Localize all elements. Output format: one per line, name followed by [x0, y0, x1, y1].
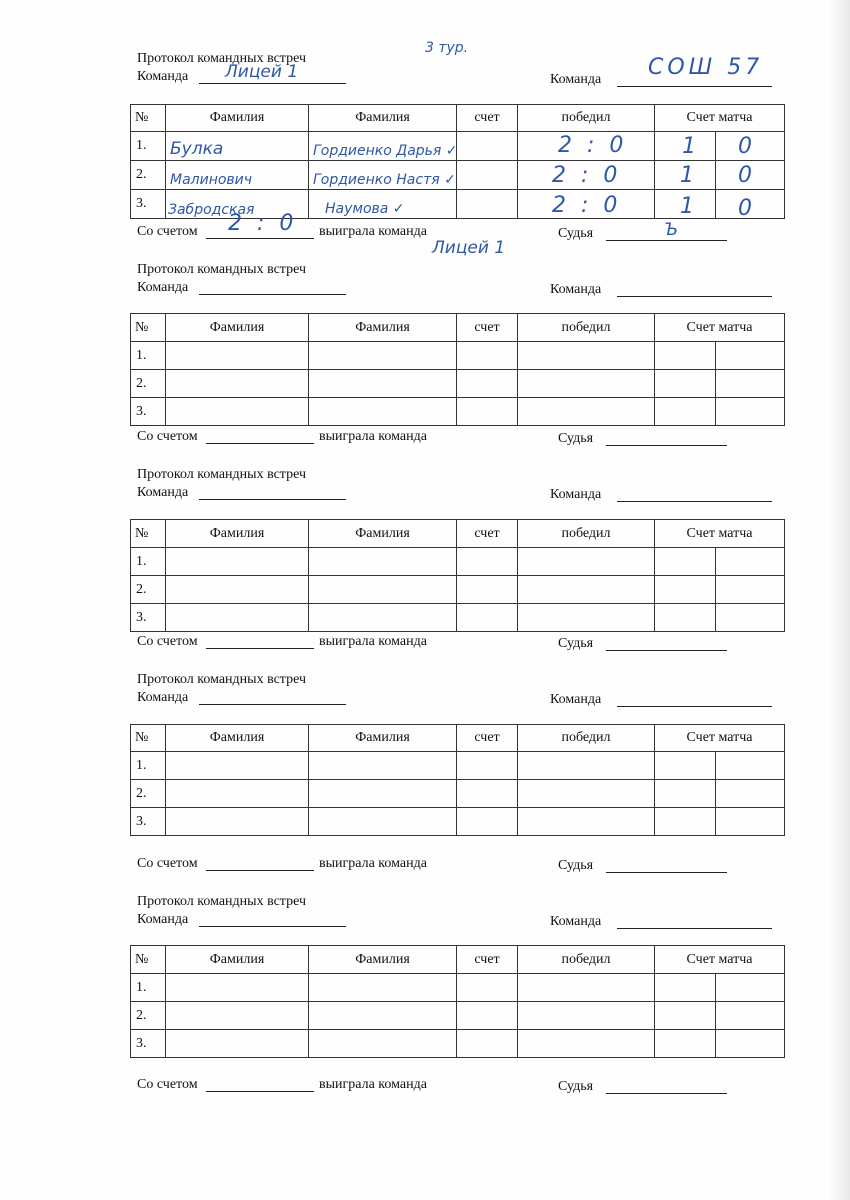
team-left-label: Команда [137, 912, 189, 927]
col-header-match-score: Счет матча [655, 520, 785, 548]
cell-winner [518, 398, 655, 426]
cell-surname-b [309, 548, 457, 576]
col-header-score: счет [457, 520, 518, 548]
row-number: 1. [131, 342, 166, 370]
cell-surname-b [309, 370, 457, 398]
col-header-match-score: Счет матча [655, 946, 785, 974]
with-score-label: Со счетом [137, 856, 198, 871]
cell-score [457, 161, 518, 190]
with-score-line [206, 1091, 314, 1092]
cell-match-b [716, 370, 785, 398]
handwritten-row3-player-b: Наумова ✓ [325, 201, 405, 217]
col-header-winner: победил [518, 946, 655, 974]
handwritten-row2-match-a: 1 [680, 163, 698, 188]
cell-winner [518, 1030, 655, 1058]
match-table [130, 945, 785, 1058]
referee-label: Судья [558, 858, 594, 873]
referee-line [606, 240, 727, 241]
cell-score [457, 808, 518, 836]
team-won-label: выиграла команда [319, 1077, 427, 1092]
handwritten-row3-match-b: 0 [738, 196, 756, 221]
cell-surname-b [309, 780, 457, 808]
cell-score [457, 576, 518, 604]
team-left-label: Команда [137, 690, 189, 705]
cell-surname-b [309, 342, 457, 370]
protocol-title: Протокол командных встреч [137, 672, 307, 687]
cell-score [457, 604, 518, 632]
cell-surname-a [166, 398, 309, 426]
handwritten-round-note: 3 тур. [425, 40, 469, 56]
table-row [131, 370, 785, 398]
handwritten-row1-score: 2 : 0 [558, 133, 628, 158]
team-right-label: Команда [550, 72, 602, 87]
row-number: 1. [131, 132, 166, 161]
referee-line [606, 650, 727, 651]
team-left-line [199, 704, 346, 705]
with-score-line [206, 443, 314, 444]
cell-surname-b [309, 1002, 457, 1030]
handwritten-row2-player-b: Гордиенко Настя ✓ [313, 172, 456, 188]
team-right-label: Команда [550, 692, 602, 707]
col-header-match-score: Счет матча [655, 725, 785, 752]
cell-score [457, 1030, 518, 1058]
cell-surname-a [166, 1030, 309, 1058]
table-row [131, 1002, 785, 1030]
cell-surname-b [309, 576, 457, 604]
handwritten-row1-match-a: 1 [682, 134, 700, 159]
referee-label: Судья [558, 636, 594, 651]
cell-score [457, 132, 518, 161]
cell-match-b [716, 604, 785, 632]
handwritten-team-right: СОШ 57 [648, 55, 764, 80]
cell-score [457, 1002, 518, 1030]
table-row [131, 1030, 785, 1058]
col-header-surname-a: Фамилия [166, 105, 309, 132]
handwritten-referee-signature: Ъ [664, 220, 679, 240]
cell-match-a [655, 342, 716, 370]
with-score-label: Со счетом [137, 1077, 198, 1092]
cell-match-b [716, 752, 785, 780]
referee-label: Судья [558, 431, 594, 446]
table-row [131, 974, 785, 1002]
handwritten-row1-player-b: Гордиенко Дарья ✓ [313, 143, 458, 159]
cell-surname-a [166, 576, 309, 604]
cell-surname-a [166, 548, 309, 576]
team-right-line [617, 296, 772, 297]
cell-match-b [716, 548, 785, 576]
cell-match-b [716, 974, 785, 1002]
with-score-label: Со счетом [137, 634, 198, 649]
handwritten-team-left: Лицей 1 [225, 62, 299, 82]
cell-match-a [655, 398, 716, 426]
team-won-label: выиграла команда [319, 224, 427, 239]
table-row [131, 780, 785, 808]
col-header-score: счет [457, 105, 518, 132]
cell-match-b [716, 780, 785, 808]
cell-winner [518, 342, 655, 370]
team-left-label: Команда [137, 485, 189, 500]
row-number: 3. [131, 604, 166, 632]
cell-match-a [655, 974, 716, 1002]
col-header-winner: победил [518, 520, 655, 548]
col-header-surname-b: Фамилия [309, 105, 457, 132]
cell-winner [518, 576, 655, 604]
team-won-label: выиграла команда [319, 634, 427, 649]
cell-match-a [655, 1030, 716, 1058]
cell-score [457, 398, 518, 426]
table-row [131, 398, 785, 426]
col-header-score: счет [457, 314, 518, 342]
handwritten-row1-player-a: Булка [170, 139, 224, 159]
referee-label: Судья [558, 226, 594, 241]
cell-surname-b [309, 604, 457, 632]
team-right-label: Команда [550, 914, 602, 929]
team-left-line [199, 926, 346, 927]
team-left-line [199, 294, 346, 295]
col-header-surname-b: Фамилия [309, 725, 457, 752]
cell-match-a [655, 808, 716, 836]
protocol-title: Протокол командных встреч [137, 262, 307, 277]
row-number: 3. [131, 808, 166, 836]
row-number: 1. [131, 548, 166, 576]
col-header-surname-b: Фамилия [309, 520, 457, 548]
row-number: 2. [131, 370, 166, 398]
cell-surname-b [309, 1030, 457, 1058]
team-right-line [617, 86, 772, 87]
cell-winner [518, 780, 655, 808]
handwritten-row2-match-b: 0 [738, 163, 756, 188]
col-header-score: счет [457, 725, 518, 752]
cell-match-a [655, 370, 716, 398]
team-right-line [617, 501, 772, 502]
cell-match-a [655, 1002, 716, 1030]
handwritten-row2-player-a: Малинович [170, 172, 253, 188]
handwritten-final-score: 2 : 0 [228, 211, 298, 236]
col-header-winner: победил [518, 314, 655, 342]
with-score-line [206, 648, 314, 649]
cell-winner [518, 974, 655, 1002]
team-right-line [617, 928, 772, 929]
col-header-number: № [131, 314, 166, 342]
handwritten-row3-player-a: Забродская [168, 202, 255, 218]
row-number: 3. [131, 1030, 166, 1058]
col-header-number: № [131, 946, 166, 974]
row-number: 2. [131, 161, 166, 190]
protocol-title: Протокол командных встреч [137, 894, 307, 909]
team-right-line [617, 706, 772, 707]
table-row [131, 576, 785, 604]
match-table [130, 313, 785, 426]
table-row [131, 342, 785, 370]
cell-score [457, 342, 518, 370]
team-left-line [199, 499, 346, 500]
team-right-label: Команда [550, 487, 602, 502]
handwritten-row3-score: 2 : 0 [552, 193, 622, 218]
cell-surname-a [166, 808, 309, 836]
with-score-label: Со счетом [137, 224, 198, 239]
handwritten-row1-match-b: 0 [738, 134, 756, 159]
col-header-surname-a: Фамилия [166, 725, 309, 752]
referee-line [606, 445, 727, 446]
team-left-label: Команда [137, 280, 189, 295]
cell-score [457, 752, 518, 780]
cell-match-b [716, 342, 785, 370]
cell-winner [518, 548, 655, 576]
cell-surname-b [309, 398, 457, 426]
handwritten-winner: Лицей 1 [432, 238, 506, 258]
cell-score [457, 974, 518, 1002]
row-number: 1. [131, 752, 166, 780]
col-header-winner: победил [518, 105, 655, 132]
protocol-title: Протокол командных встреч [137, 467, 307, 482]
col-header-surname-b: Фамилия [309, 946, 457, 974]
col-header-surname-b: Фамилия [309, 314, 457, 342]
col-header-match-score: Счет матча [655, 314, 785, 342]
cell-winner [518, 752, 655, 780]
cell-match-a [655, 548, 716, 576]
col-header-number: № [131, 520, 166, 548]
table-row [131, 752, 785, 780]
row-number: 3. [131, 398, 166, 426]
cell-match-a [655, 780, 716, 808]
cell-surname-b [309, 808, 457, 836]
row-number: 2. [131, 1002, 166, 1030]
referee-line [606, 1093, 727, 1094]
table-row [131, 808, 785, 836]
cell-winner [518, 604, 655, 632]
row-number: 2. [131, 780, 166, 808]
cell-match-b [716, 398, 785, 426]
cell-match-b [716, 1002, 785, 1030]
cell-match-a [655, 576, 716, 604]
cell-match-b [716, 808, 785, 836]
cell-surname-a [166, 604, 309, 632]
col-header-surname-a: Фамилия [166, 946, 309, 974]
table-row [131, 548, 785, 576]
row-number: 1. [131, 974, 166, 1002]
row-number: 2. [131, 576, 166, 604]
col-header-score: счет [457, 946, 518, 974]
col-header-surname-a: Фамилия [166, 520, 309, 548]
match-table [130, 724, 785, 836]
referee-line [606, 872, 727, 873]
cell-surname-a [166, 342, 309, 370]
team-left-line [199, 83, 346, 84]
cell-match-a [655, 752, 716, 780]
cell-match-b [716, 576, 785, 604]
team-right-label: Команда [550, 282, 602, 297]
with-score-line [206, 870, 314, 871]
cell-surname-a [166, 780, 309, 808]
cell-surname-a [166, 370, 309, 398]
cell-match-a [655, 604, 716, 632]
cell-winner [518, 808, 655, 836]
col-header-number: № [131, 725, 166, 752]
cell-score [457, 190, 518, 219]
with-score-line [206, 238, 314, 239]
cell-score [457, 548, 518, 576]
cell-score [457, 370, 518, 398]
referee-label: Судья [558, 1079, 594, 1094]
row-number: 3. [131, 190, 166, 219]
cell-surname-a [166, 1002, 309, 1030]
handwritten-row2-score: 2 : 0 [552, 163, 622, 188]
col-header-surname-a: Фамилия [166, 314, 309, 342]
protocol-title: Протокол командных встреч [137, 51, 307, 66]
col-header-match-score: Счет матча [655, 105, 785, 132]
table-row [131, 604, 785, 632]
cell-surname-b [309, 974, 457, 1002]
cell-winner [518, 370, 655, 398]
cell-surname-a [166, 974, 309, 1002]
handwritten-row3-match-a: 1 [680, 194, 698, 219]
cell-winner [518, 1002, 655, 1030]
team-won-label: выиграла команда [319, 429, 427, 444]
cell-match-b [716, 1030, 785, 1058]
scan-edge-shadow [828, 0, 850, 1200]
cell-surname-a [166, 752, 309, 780]
team-won-label: выиграла команда [319, 856, 427, 871]
with-score-label: Со счетом [137, 429, 198, 444]
col-header-number: № [131, 105, 166, 132]
match-table [130, 519, 785, 632]
col-header-winner: победил [518, 725, 655, 752]
cell-score [457, 780, 518, 808]
cell-surname-b [309, 752, 457, 780]
team-left-label: Команда [137, 69, 189, 84]
